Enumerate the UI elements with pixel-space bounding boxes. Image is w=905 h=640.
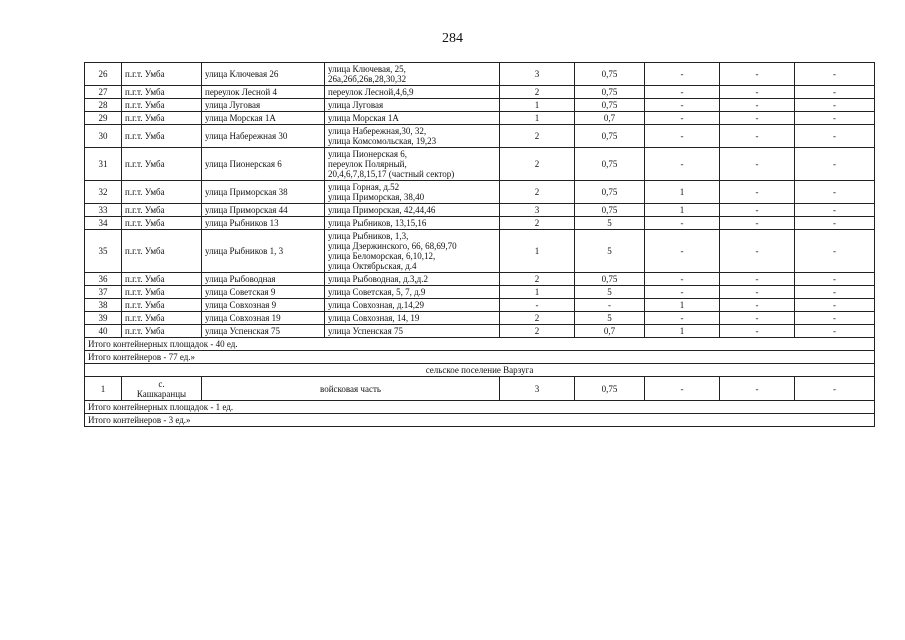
section-title-varzuga: сельское поселение Варзуга (85, 364, 875, 377)
location-cell: улица Приморская 38 (202, 181, 325, 204)
row-number: 1 (85, 377, 122, 401)
served-address-line: 26а,26б,26в,28,30,32 (328, 74, 407, 84)
settlement-cell: п.г.т. Умба (122, 181, 202, 204)
column-7-cell: 1 (645, 299, 720, 312)
column-9-cell: - (795, 86, 875, 99)
volume-cell: 0,75 (575, 377, 645, 401)
served-address-line: переулок Полярный, (328, 159, 407, 169)
volume-cell: 0,75 (575, 148, 645, 181)
section-header-row (85, 364, 875, 377)
containers-cell: 1 (500, 230, 575, 273)
volume-cell: - (575, 299, 645, 312)
column-7-cell: 1 (645, 204, 720, 217)
column-7-cell: - (645, 377, 720, 401)
column-8-cell: - (720, 63, 795, 86)
total-sites-row (85, 401, 875, 414)
column-8-cell: - (720, 181, 795, 204)
volume-cell: 0,75 (575, 204, 645, 217)
column-8-cell: - (720, 377, 795, 401)
served-address-line: улица Рыбников, 13,15,16 (328, 218, 427, 228)
served-address-line: улица Луговая (328, 100, 384, 110)
column-8-cell: - (720, 99, 795, 112)
location-cell: улица Совхозная 9 (202, 299, 325, 312)
settlement-cell: п.г.т. Умба (122, 112, 202, 125)
table-row (85, 286, 875, 299)
served-addresses-cell (325, 148, 500, 181)
location-cell: улица Успенская 75 (202, 325, 325, 338)
table-row (85, 148, 875, 181)
row-number: 35 (85, 230, 122, 273)
served-address-line: улица Советская, 5, 7, д.9 (328, 287, 426, 297)
column-7-cell: - (645, 273, 720, 286)
column-9-cell: - (795, 377, 875, 401)
served-addresses-cell (325, 63, 500, 86)
table-body (85, 63, 875, 338)
volume-cell: 0,75 (575, 273, 645, 286)
table-row (85, 217, 875, 230)
total-containers-varzuga: Итого контейнеров - 3 ед.» (85, 414, 875, 427)
containers-cell: 1 (500, 99, 575, 112)
column-8-cell: - (720, 312, 795, 325)
column-9-cell: - (795, 63, 875, 86)
column-7-cell: - (645, 112, 720, 125)
column-7-cell: - (645, 286, 720, 299)
served-addresses-cell (325, 181, 500, 204)
served-address-line: улица Рыбников, 1,3, (328, 231, 409, 241)
settlement-cell: п.г.т. Умба (122, 273, 202, 286)
settlement-cell: п.г.т. Умба (122, 325, 202, 338)
served-addresses-cell (325, 273, 500, 286)
settlement-cell: п.г.т. Умба (122, 230, 202, 273)
volume-cell: 0,75 (575, 99, 645, 112)
served-address-line: улица Совхозная, 14, 19 (328, 313, 420, 323)
settlement-cell: п.г.т. Умба (122, 217, 202, 230)
column-8-cell: - (720, 112, 795, 125)
column-8-cell: - (720, 286, 795, 299)
table-row (85, 112, 875, 125)
row-number: 40 (85, 325, 122, 338)
total-sites-varzuga: Итого контейнерных площадок - 1 ед. (85, 401, 875, 414)
column-7-cell: - (645, 63, 720, 86)
served-addresses-cell (325, 217, 500, 230)
served-address-line: улица Приморская, 38,40 (328, 192, 425, 202)
total-sites-row (85, 338, 875, 351)
settlement-cell: п.г.т. Умба (122, 125, 202, 148)
column-7-cell: - (645, 99, 720, 112)
total-containers-row (85, 414, 875, 427)
settlement-cell: п.г.т. Умба (122, 63, 202, 86)
served-addresses-cell (325, 325, 500, 338)
containers-cell: 3 (500, 63, 575, 86)
containers-cell: 2 (500, 148, 575, 181)
settlement-cell (122, 377, 202, 401)
column-8-cell: - (720, 299, 795, 312)
settlement-line: Кашкаранцы (136, 388, 187, 399)
volume-cell: 5 (575, 217, 645, 230)
row-number: 39 (85, 312, 122, 325)
column-7-cell: - (645, 125, 720, 148)
column-8-cell: - (720, 204, 795, 217)
served-addresses-cell (325, 230, 500, 273)
containers-cell: 2 (500, 312, 575, 325)
location-cell: улица Ключевая 26 (202, 63, 325, 86)
column-8-cell: - (720, 230, 795, 273)
containers-cell: 2 (500, 273, 575, 286)
row-number: 30 (85, 125, 122, 148)
column-7-cell: 1 (645, 181, 720, 204)
page-number: 284 (442, 31, 463, 46)
column-8-cell: - (720, 125, 795, 148)
served-address-line: 20,4,6,7,8,15,17 (частный сектор) (328, 169, 455, 179)
volume-cell: 5 (575, 312, 645, 325)
containers-cell: 2 (500, 125, 575, 148)
column-7-cell: - (645, 217, 720, 230)
column-8-cell: - (720, 325, 795, 338)
containers-cell: 2 (500, 325, 575, 338)
served-address-line: улица Набережная,30, 32, (328, 126, 427, 136)
varzuga-row (85, 377, 875, 401)
served-addresses-cell (325, 125, 500, 148)
volume-cell: 0,75 (575, 63, 645, 86)
column-8-cell: - (720, 217, 795, 230)
served-address-line: улица Ключевая, 25, (328, 64, 406, 74)
served-addresses-cell (325, 299, 500, 312)
served-address-line: улица Беломорская, 6,10,12, (328, 251, 436, 261)
settlement-cell: п.г.т. Умба (122, 312, 202, 325)
location-cell: улица Пионерская 6 (202, 148, 325, 181)
location-cell: войсковая часть (202, 377, 500, 401)
row-number: 31 (85, 148, 122, 181)
volume-cell: 0,75 (575, 86, 645, 99)
row-number: 34 (85, 217, 122, 230)
served-address-line: улица Пионерская 6, (328, 149, 407, 159)
column-8-cell: - (720, 273, 795, 286)
location-cell: улица Приморская 44 (202, 204, 325, 217)
column-9-cell: - (795, 217, 875, 230)
served-address-line: улица Октябрьская, д.4 (328, 261, 417, 271)
column-9-cell: - (795, 204, 875, 217)
table-row (85, 273, 875, 286)
total-containers-row (85, 351, 875, 364)
column-7-cell: - (645, 86, 720, 99)
served-addresses-cell (325, 286, 500, 299)
column-7-cell: 1 (645, 325, 720, 338)
volume-cell: 0,7 (575, 112, 645, 125)
column-9-cell: - (795, 181, 875, 204)
containers-cell: 3 (500, 204, 575, 217)
total-containers-umba: Итого контейнеров - 77 ед.» (85, 351, 875, 364)
served-address-line: улица Совхозная, д.14,29 (328, 300, 424, 310)
row-number: 28 (85, 99, 122, 112)
served-address-line: улица Морская 1А (328, 113, 399, 123)
row-number: 37 (85, 286, 122, 299)
served-addresses-cell (325, 112, 500, 125)
location-cell: улица Советская 9 (202, 286, 325, 299)
row-number: 27 (85, 86, 122, 99)
table-row (85, 299, 875, 312)
served-address-line: улица Приморская, 42,44,46 (328, 205, 436, 215)
settlement-line: с. (158, 378, 165, 389)
location-cell: улица Набережная 30 (202, 125, 325, 148)
containers-cell: 1 (500, 286, 575, 299)
served-address-line: улица Дзержинского, 66, 68,69,70 (328, 241, 457, 251)
location-cell: улица Морская 1А (202, 112, 325, 125)
served-addresses-cell (325, 204, 500, 217)
containers-cell: 2 (500, 86, 575, 99)
table-row (85, 181, 875, 204)
served-addresses-cell (325, 86, 500, 99)
table-row (85, 325, 875, 338)
location-cell: улица Рыбоводная (202, 273, 325, 286)
settlement-cell: п.г.т. Умба (122, 99, 202, 112)
table-row (85, 63, 875, 86)
row-number: 29 (85, 112, 122, 125)
containers-cell: 3 (500, 377, 575, 401)
location-cell: улица Рыбников 13 (202, 217, 325, 230)
row-number: 33 (85, 204, 122, 217)
served-addresses-cell (325, 312, 500, 325)
location-cell: переулок Лесной 4 (202, 86, 325, 99)
served-address-line: улица Комсомольская, 19,23 (328, 136, 437, 146)
volume-cell: 5 (575, 286, 645, 299)
volume-cell: 0,7 (575, 325, 645, 338)
column-9-cell: - (795, 312, 875, 325)
containers-cell: 2 (500, 181, 575, 204)
served-address-line: улица Рыбоводная, д.3,д.2 (328, 274, 428, 284)
column-9-cell: - (795, 273, 875, 286)
served-address-line: улица Горная, д.52 (328, 182, 400, 192)
table-row (85, 125, 875, 148)
column-9-cell: - (795, 125, 875, 148)
served-address-line: улица Успенская 75 (328, 326, 404, 336)
column-8-cell: - (720, 148, 795, 181)
served-address-line: переулок Лесной,4,6,9 (328, 87, 414, 97)
settlement-cell: п.г.т. Умба (122, 148, 202, 181)
row-number: 26 (85, 63, 122, 86)
table-row (85, 204, 875, 217)
served-addresses-cell (325, 99, 500, 112)
table-row (85, 86, 875, 99)
column-9-cell: - (795, 99, 875, 112)
row-number: 38 (85, 299, 122, 312)
settlement-cell: п.г.т. Умба (122, 299, 202, 312)
volume-cell: 0,75 (575, 125, 645, 148)
column-9-cell: - (795, 148, 875, 181)
column-7-cell: - (645, 148, 720, 181)
table-row (85, 312, 875, 325)
column-7-cell: - (645, 230, 720, 273)
column-9-cell: - (795, 299, 875, 312)
row-number: 32 (85, 181, 122, 204)
column-7-cell: - (645, 312, 720, 325)
column-9-cell: - (795, 230, 875, 273)
column-9-cell: - (795, 325, 875, 338)
containers-cell: - (500, 299, 575, 312)
settlement-cell: п.г.т. Умба (122, 204, 202, 217)
column-9-cell: - (795, 112, 875, 125)
row-number: 36 (85, 273, 122, 286)
container-sites-table (84, 62, 875, 427)
settlement-cell: п.г.т. Умба (122, 286, 202, 299)
containers-cell: 2 (500, 217, 575, 230)
column-8-cell: - (720, 86, 795, 99)
containers-cell: 1 (500, 112, 575, 125)
settlement-cell: п.г.т. Умба (122, 86, 202, 99)
table-row (85, 230, 875, 273)
column-9-cell: - (795, 286, 875, 299)
volume-cell: 5 (575, 230, 645, 273)
location-cell: улица Рыбников 1, 3 (202, 230, 325, 273)
volume-cell: 0,75 (575, 181, 645, 204)
total-sites-umba: Итого контейнерных площадок - 40 ед. (85, 338, 875, 351)
table-row (85, 99, 875, 112)
location-cell: улица Совхозная 19 (202, 312, 325, 325)
location-cell: улица Луговая (202, 99, 325, 112)
